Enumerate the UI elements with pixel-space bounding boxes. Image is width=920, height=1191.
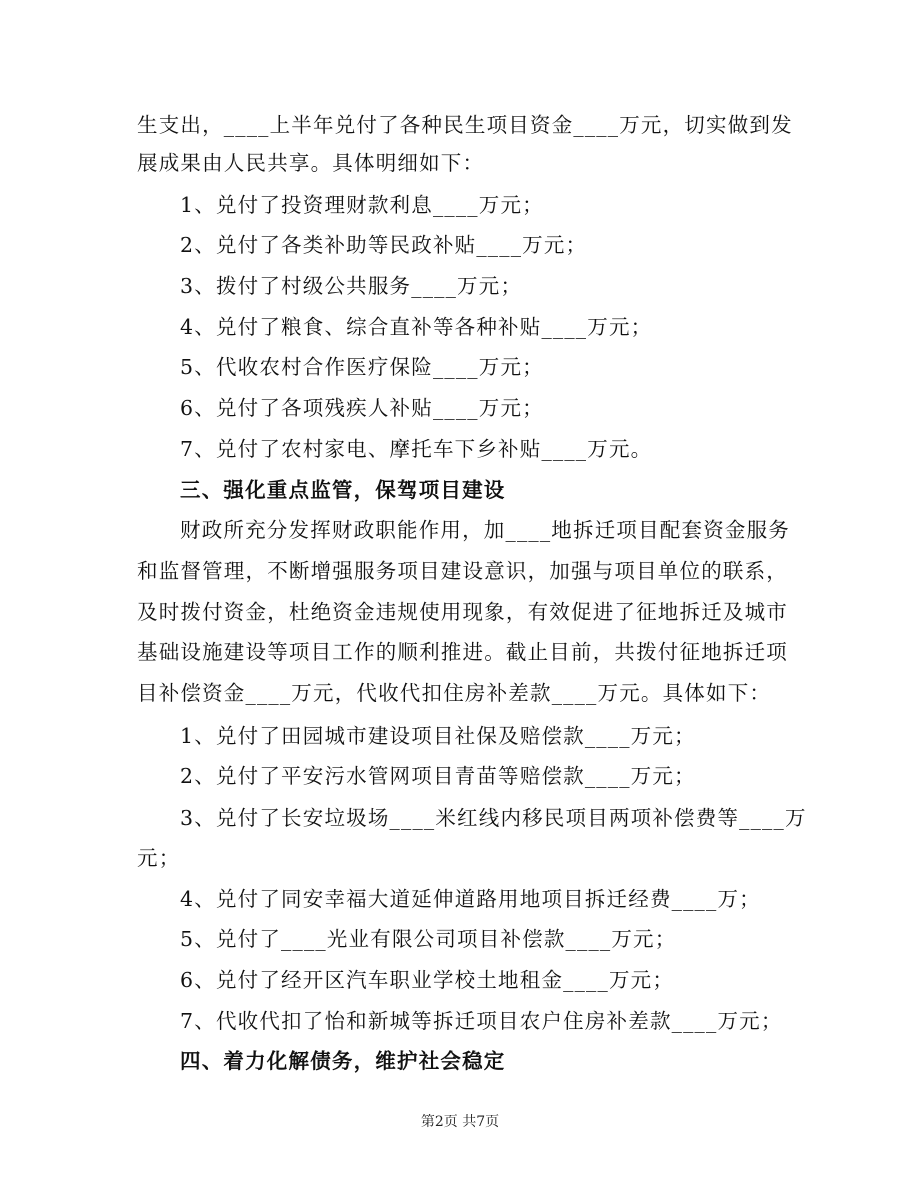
paragraph-line-5: 及时拨付资金，杜绝资金违规使用现象，有效促进了征地拆迁及城市 xyxy=(137,600,788,624)
list-item-5: 5、代收农村合作医疗保险____万元； xyxy=(180,355,544,379)
list-item-8: 1、兑付了田园城市建设项目社保及赔偿款____万元； xyxy=(180,724,696,748)
list-item-13: 6、兑付了经开区汽车职业学校土地租金____万元； xyxy=(180,968,675,992)
list-item-14: 7、代收代扣了怡和新城等拆迁项目农户住房补差款____万元； xyxy=(180,1009,783,1033)
paragraph-line-3: 财政所充分发挥财政职能作用，加____地拆迁项目配套资金服务 xyxy=(180,518,790,542)
paragraph-line-2: 展成果由人民共享。具体明细如下： xyxy=(137,151,485,175)
paragraph-line-1: 生支出，____上半年兑付了各种民生项目资金____万元，切实做到发 xyxy=(137,113,793,137)
list-item-11: 4、兑付了同安幸福大道延伸道路用地项目拆迁经费____万； xyxy=(180,887,761,911)
list-item-10: 3、兑付了长安垃圾场____米红线内移民项目两项补偿费等____万 xyxy=(180,806,807,830)
page-number-footer: 第2页 共7页 xyxy=(420,1114,500,1130)
list-item-6: 6、兑付了各项残疾人补贴____万元； xyxy=(180,396,544,420)
paragraph-line-7: 目补偿资金____万元，代收代扣住房补差款____万元。具体如下： xyxy=(137,681,772,705)
section-heading-4: 四、着力化解债务，维护社会稳定 xyxy=(180,1049,506,1073)
paragraph-line-6: 基础设施建设等项目工作的顺利推进。截止目前，共拨付征地拆迁项 xyxy=(137,640,788,664)
list-item-12: 5、兑付了____光业有限公司项目补偿款____万元； xyxy=(180,927,677,951)
list-item-9: 2、兑付了平安污水管网项目青苗等赔偿款____万元； xyxy=(180,764,696,788)
list-item-10-continued: 元； xyxy=(137,846,181,870)
section-heading-3: 三、强化重点监管，保驾项目建设 xyxy=(180,478,506,502)
paragraph-line-4: 和监督管理，不断增强服务项目建设意识，加强与项目单位的联系， xyxy=(137,559,788,583)
list-item-4: 4、兑付了粮食、综合直补等各种补贴____万元； xyxy=(180,315,653,339)
list-item-7: 7、兑付了农村家电、摩托车下乡补贴____万元。 xyxy=(180,437,653,461)
list-item-1: 1、兑付了投资理财款利息____万元； xyxy=(180,193,544,217)
list-item-2: 2、兑付了各类补助等民政补贴____万元； xyxy=(180,233,588,257)
list-item-3: 3、拨付了村级公共服务____万元； xyxy=(180,274,523,298)
